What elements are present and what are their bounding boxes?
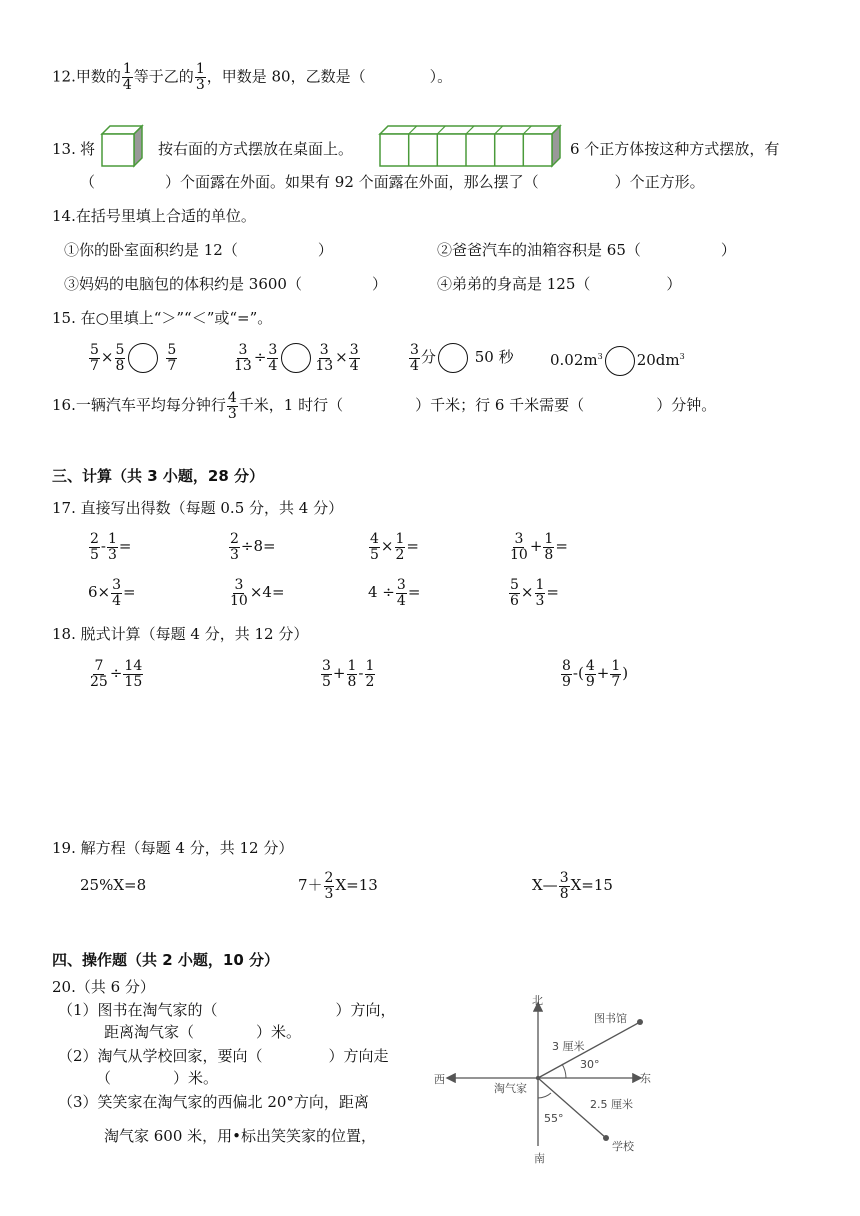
q18-title: 18. 脱式计算（每题 4 分，共 12 分）	[52, 625, 309, 643]
q20-part-3b: 淘气家 600 米，用•标出笑笑家的位置，	[104, 1127, 377, 1145]
q17-item-5[interactable]: 6× $\frac{3}{4}$ =	[88, 576, 136, 609]
q13-text-3: 6 个正方体按这种方式摆放，有	[570, 140, 780, 158]
map-north-label: 北	[532, 994, 543, 1007]
q17-item-6[interactable]: $\frac{3}{10}$ ×4=	[230, 576, 285, 609]
map-center-label: 淘气家	[494, 1082, 527, 1095]
q12-number: 12.	[52, 67, 76, 86]
q15-compare-d: $0.02m^3$ $20dm^3$	[550, 340, 685, 377]
q20-part-1: （1）图书在淘气家的（ ）方向，	[58, 1001, 396, 1019]
q15-title: 15. 在○里填上“＞”“＜”或“=”。	[52, 309, 273, 327]
map-west-label: 西	[434, 1073, 445, 1086]
q13-line2	[80, 172, 705, 192]
q13-text-4: ）个面露在外面。如果有 92 个面露在外面，那么摆了（	[165, 173, 539, 191]
map-angle-2: 55°	[544, 1112, 564, 1125]
angle-30-arc	[562, 1064, 566, 1078]
q15-circle-b[interactable]	[281, 343, 311, 373]
q19-title: 19. 解方程（每题 4 分，共 12 分）	[52, 839, 294, 857]
q20-part-3: （3）笑笑家在淘气家的西偏北 20°方向，距离	[58, 1093, 369, 1111]
q20-part-1b: 距离淘气家（ ）米。	[104, 1023, 302, 1041]
q12-text-3: ，甲数是 80，乙数是（	[206, 67, 366, 86]
q14-item-4: ④弟弟的身高是 125（ ）	[437, 275, 682, 293]
q17-item-1[interactable]: $\frac{2}{5}$ - $\frac{1}{3}$ =	[90, 530, 132, 563]
q13-text-2: 按右面的方式摆放在桌面上。	[158, 140, 354, 158]
map-south-label: 南	[534, 1152, 545, 1165]
cube-row-icon	[378, 124, 564, 168]
library-point	[637, 1019, 643, 1025]
q14-item-3: ③妈妈的电脑包的体积约是 3600（ ）	[64, 275, 387, 293]
q18-expr-3[interactable]: $\frac{8}{9}$ -( $\frac{4}{9}$ + $\frac{1}{7}$ )	[562, 657, 629, 690]
section-3-heading: 三、计算（共 3 小题，28 分）	[52, 467, 264, 485]
q13-text-1: 将	[80, 140, 96, 158]
q18-expr-2[interactable]: $\frac{3}{5}$ + $\frac{1}{8}$ - $\frac{1}{2}$	[322, 657, 375, 690]
q17-item-8[interactable]: $\frac{5}{6}$ × $\frac{1}{3}$ =	[510, 576, 559, 609]
map-angle-1: 30°	[580, 1058, 600, 1071]
angle-55-arc	[538, 1093, 551, 1098]
q18-expr-1[interactable]: $\frac{7}{25}$ ÷ $\frac{14}{15}$	[90, 657, 143, 690]
q12-fraction-1: $\frac{1}{4}$	[122, 61, 132, 93]
section-4-heading: 四、操作题（共 2 小题，10 分）	[52, 951, 279, 969]
q14-title: 14.在括号里填上合适的单位。	[52, 207, 256, 225]
q17-title: 17. 直接写出得数（每题 0.5 分，共 4 分）	[52, 499, 344, 517]
q14-item-2: ②爸爸汽车的油箱容积是 65（ ）	[437, 241, 736, 259]
q19-equation-2[interactable]: 7＋ $\frac{2}{3}$ X=13	[298, 869, 378, 902]
q15-compare-b: $\frac{3}{13}$ ÷ $\frac{3}{4}$ $\frac{3}{13}$ × $\frac{3}{4}$	[234, 341, 359, 374]
q12-fraction-2: $\frac{1}{3}$	[195, 61, 205, 93]
q15-circle-c[interactable]	[438, 343, 468, 373]
q15-compare-a: $\frac{5}{7}$ × $\frac{5}{8}$ $\frac{5}{7}$	[90, 341, 177, 374]
question-12	[52, 62, 452, 93]
q20-part-2b: （ ）米。	[96, 1069, 219, 1087]
q15-circle-d[interactable]	[605, 346, 635, 376]
q13-number: 13.	[52, 140, 76, 158]
question-16: 16.一辆汽车平均每分钟行 $\frac{4}{3}$ 千米，1 时行（ ）千米；行 6 千米需要（ ）分钟。	[52, 389, 717, 422]
q20-title: 20.（共 6 分）	[52, 978, 155, 996]
q17-item-2[interactable]: $\frac{2}{3}$ ÷8=	[230, 530, 276, 563]
center-point	[536, 1076, 540, 1080]
q17-item-3[interactable]: $\frac{4}{5}$ × $\frac{1}{2}$ =	[370, 530, 419, 563]
q15-compare-c: $\frac{3}{4}$ 分 50 秒	[410, 341, 514, 374]
school-point	[603, 1135, 609, 1141]
map-school-label: 学校	[612, 1140, 634, 1153]
q20-part-2: （2）淘气从学校回家，要向（ ）方向走	[58, 1047, 389, 1065]
q19-equation-1[interactable]: 25%X=8	[80, 876, 147, 894]
q12-text-1: 甲数的	[75, 67, 121, 86]
map-library-label: 图书馆	[594, 1012, 627, 1025]
q12-text-4: ）。	[429, 67, 453, 86]
map-distance-2: 2.5 厘米	[590, 1098, 633, 1111]
q15-circle-a[interactable]	[128, 343, 158, 373]
q13-open-paren: （	[80, 173, 96, 191]
q12-text-2: 等于乙的	[133, 67, 194, 86]
q19-equation-3[interactable]: X— $\frac{3}{8}$ X=15	[532, 869, 613, 902]
q17-item-4[interactable]: $\frac{3}{10}$ + $\frac{1}{8}$ =	[510, 530, 568, 563]
map-east-label: 东	[640, 1072, 651, 1085]
q17-item-7[interactable]: 4 ÷ $\frac{3}{4}$ =	[368, 576, 421, 609]
map-distance-1: 3 厘米	[552, 1040, 585, 1053]
q14-item-1: ①你的卧室面积约是 12（ ）	[64, 241, 333, 259]
single-cube-icon	[100, 124, 144, 168]
q13-text-5: ）个正方形。	[614, 173, 705, 191]
